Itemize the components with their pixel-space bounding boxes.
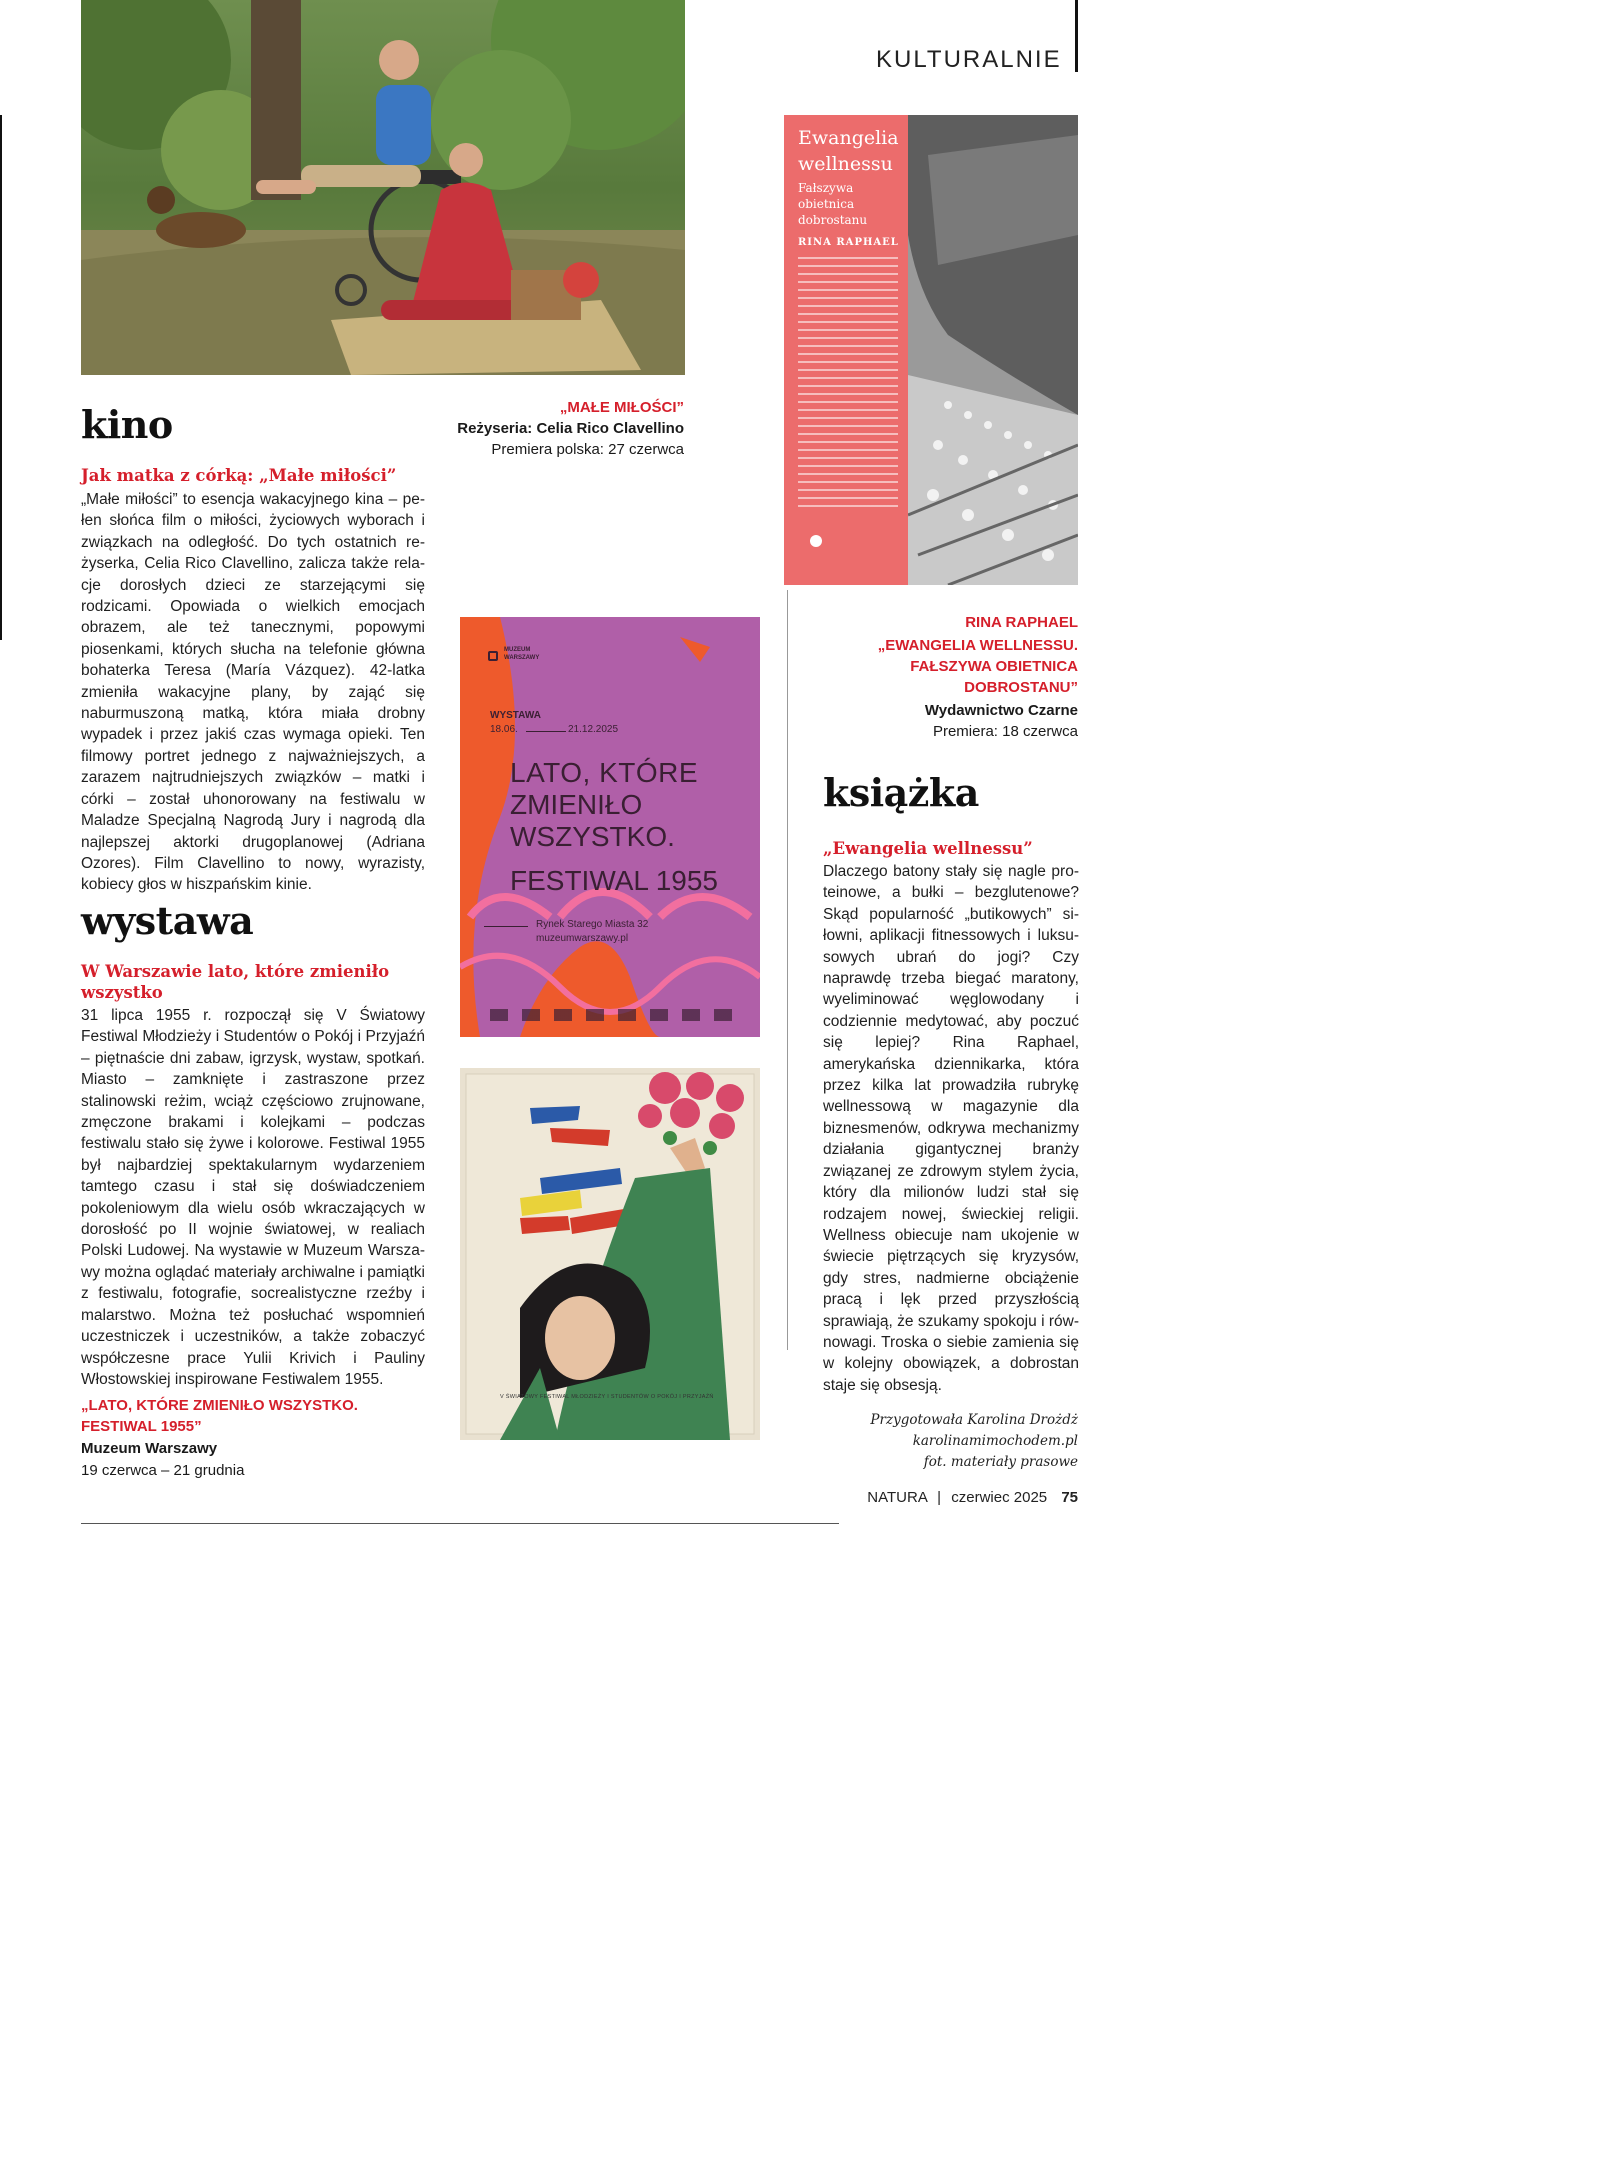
- poster-title-1: LATO, KTÓRE: [510, 757, 699, 788]
- kino-subtitle: Jak matka z córką: „Małe miłości”: [81, 466, 397, 485]
- poster-museum-1: MUZEUM: [504, 647, 531, 653]
- poster-address-line: [484, 926, 528, 927]
- exhibition-caption-title-2: FESTIWAL 1955”: [81, 1418, 202, 1435]
- book-caption-title-1: „EWANGELIA WELLNESSU.: [877, 637, 1078, 654]
- footer: [820, 1489, 1078, 1506]
- book-cover-author: RINA RAPHAEL: [798, 237, 899, 248]
- book-cover-title-2: wellnessu: [798, 153, 893, 175]
- poster-title-4: FESTIWAL 1955: [510, 865, 719, 896]
- exhibition-caption-venue: Muzeum Warszawy: [81, 1440, 218, 1457]
- vintage-festival-poster: [460, 1068, 760, 1440]
- ksiazka-heading: książka: [823, 770, 979, 815]
- footer-issue: czerwiec 2025: [951, 1489, 1048, 1506]
- footer-magazine: NATURA: [867, 1489, 927, 1506]
- kino-body: „Małe miłości” to esencja wakacyjnego kina – pełen słońca film o miłości, życiowych wyborach i związkach na odległość. Do tych ostatnich reżyserka, Celia Rico Clavellino, zalicza także relacje dorosłych dzieci ze starzejącymi się rodzicami. Opowiada o wielkich emocjach obrazem, ale też tanecznymi, popowymi piosenkami, których słucha na telefonie główna bohaterka Teresa (María Vázquez). 42-latka zmieniła wakacyjne plany, by zająć się naburmuszoną matką, która miała drobny wypadek i przez jakiś czas wymaga opieki. Ten filmowy portret jednego z najważniejszych, a zarazem najtrudniejszych związków – matki i córki – został uhonorowany na festiwalu w Maladze Specjalną Nagrodą Jury i nagrodą dla najlepszej aktorki drugoplanowej (Adriana Ozores). Film Clavellino to nowy, wyrazisty, kobiecy głos w hiszpańskim kinie.: [81, 491, 425, 894]
- header-divider: [1075, 0, 1078, 72]
- film-still-photo: [81, 0, 685, 375]
- poster-date-from: 18.06.: [490, 724, 518, 735]
- poster-date-to: 21.12.2025: [568, 724, 619, 735]
- exhibition-poster: [460, 617, 760, 1037]
- footer-rule: [81, 1523, 839, 1524]
- book-caption-title-3: DOBROSTANU”: [964, 679, 1078, 696]
- book-cover-sub-1: Fałszywa: [798, 181, 854, 195]
- sponsor-logos: [490, 1009, 740, 1021]
- credit-photos: fot. materiały prasowe: [923, 1454, 1078, 1470]
- wystawa-heading: wystawa: [81, 898, 254, 943]
- film-caption-director: Reżyseria: Celia Rico Clavellino: [457, 420, 684, 437]
- poster-label: WYSTAWA: [490, 710, 541, 721]
- ksiazka-body: Dlaczego batony stały się nagle proteinowe, a bułki – bezglutenowe? Skąd popularność „butikowych” siłowni, aplikacji fitnessowych i luksusowych ubrań do jogi? Czy naprawdę trzeba biegać maratony, wyeliminować węglowodany i codziennie medytować, aby poczuć się lepiej? Rina Raphael, amerykańska dziennikarka, która przez kilka lat prowadziła rubrykę wellnessową w magazynie dla biznesmenów, odkrywa mechanizmy działania gigantycznej branży związanej ze zdrowym stylem życia, który dla milionów ludzi stał się rodzajem nowej, świeckiej religii. Wellness obiecuje nam ukojenie w świecie piętrzących się kryzysów, gdy stres, nadmierne obciążenie pracą i lęk przed przyszłością sprawiają, że szukamy spokoju i równowagi. Troska o siebie zamienia się w kolejny obowiązek, a dobrostan staje się obsesją.: [823, 863, 1079, 1394]
- kino-heading: kino: [81, 402, 173, 447]
- wystawa-subtitle-2: wszystko: [81, 983, 163, 1002]
- book-divider: [787, 590, 788, 1350]
- exhibition-caption-dates: 19 czerwca – 21 grudnia: [81, 1462, 245, 1479]
- poster-title-2: ZMIENIŁO: [510, 789, 643, 820]
- book-cover-blurb: [798, 257, 898, 507]
- exhibition-caption-title-1: „LATO, KTÓRE ZMIENIŁO WSZYSTKO.: [81, 1397, 358, 1414]
- credit-prepared-by: Przygotowała Karolina Drożdż: [870, 1412, 1078, 1428]
- book-cover: [784, 115, 1078, 585]
- left-margin-rule: [0, 115, 2, 640]
- book-caption-title-2: FAŁSZYWA OBIETNICA: [910, 658, 1078, 675]
- book-cover-sub-3: dobrostanu: [798, 213, 868, 227]
- book-cover-title-1: Ewangelia: [798, 127, 899, 149]
- book-caption-premiere: Premiera: 18 czerwca: [932, 723, 1078, 740]
- poster-address: Rynek Starego Miasta 32: [536, 919, 649, 930]
- book-cover-sub-2: obietnica: [798, 197, 855, 211]
- book-caption-author: RINA RAPHAEL: [965, 614, 1078, 631]
- poster-date-line: [526, 731, 566, 732]
- section-title: KULTURALNIE: [876, 46, 1062, 73]
- ksiazka-subtitle: „Ewangelia wellnessu”: [823, 839, 1033, 858]
- vintage-poster-caption: V ŚWIATOWY FESTIWAL MŁODZIEŻY I STUDENTÓW O POKÓJ I PRZYJAŹŃ: [500, 1394, 714, 1400]
- publisher-logo-icon: [810, 535, 822, 547]
- poster-museum-2: WARSZAWY: [504, 655, 540, 661]
- poster-title-3: WSZYSTKO.: [510, 821, 675, 852]
- museum-logo-icon: [488, 651, 498, 661]
- poster-website: muzeumwarszawy.pl: [536, 933, 629, 944]
- credit-website: karolinamimochodem.pl: [912, 1433, 1078, 1449]
- film-caption-title: „MAŁE MIŁOŚCI”: [559, 399, 684, 416]
- film-caption-premiere: Premiera polska: 27 czerwca: [491, 441, 684, 458]
- footer-separator: |: [937, 1489, 942, 1506]
- wystawa-body: 31 lipca 1955 r. rozpoczął się V Światowy Festiwal Młodzieży i Studentów o Pokój i Przyjaźń – piętnaście dni zabaw, igrzysk, wystaw, spotkań. Miasto – zamknięte i zastraszone przez stalinowski reżim, wciąż częściowo zrujnowane, zmęczone brakami i kolejkami – podczas festiwalu stało się żywe i kolorowe. Festiwal 1955 był najbardziej spektakularnym wydarzeniem tamtego czasu i stał się doświadczeniem pokoleniowym dla wielu osób wkraczających w dorosłość po II wojnie światowej, w realiach Polski Ludowej. Na wystawie w Muzeum Warszawy można oglądać materiały archiwalne i pamiątki z festiwalu, fotografie, socrealistyczne rzeźby i malarstwo. Można też posłuchać wspomnień uczestniczek i uczestników, a także zobaczyć współczesne prace Yulii Krivich i Pauliny Włostowskiej inspirowane Festiwalem 1955.: [81, 1007, 425, 1388]
- page-number: 75: [1061, 1489, 1078, 1506]
- book-caption-publisher: Wydawnictwo Czarne: [924, 702, 1078, 719]
- wystawa-subtitle-1: W Warszawie lato, które zmieniło: [81, 962, 390, 981]
